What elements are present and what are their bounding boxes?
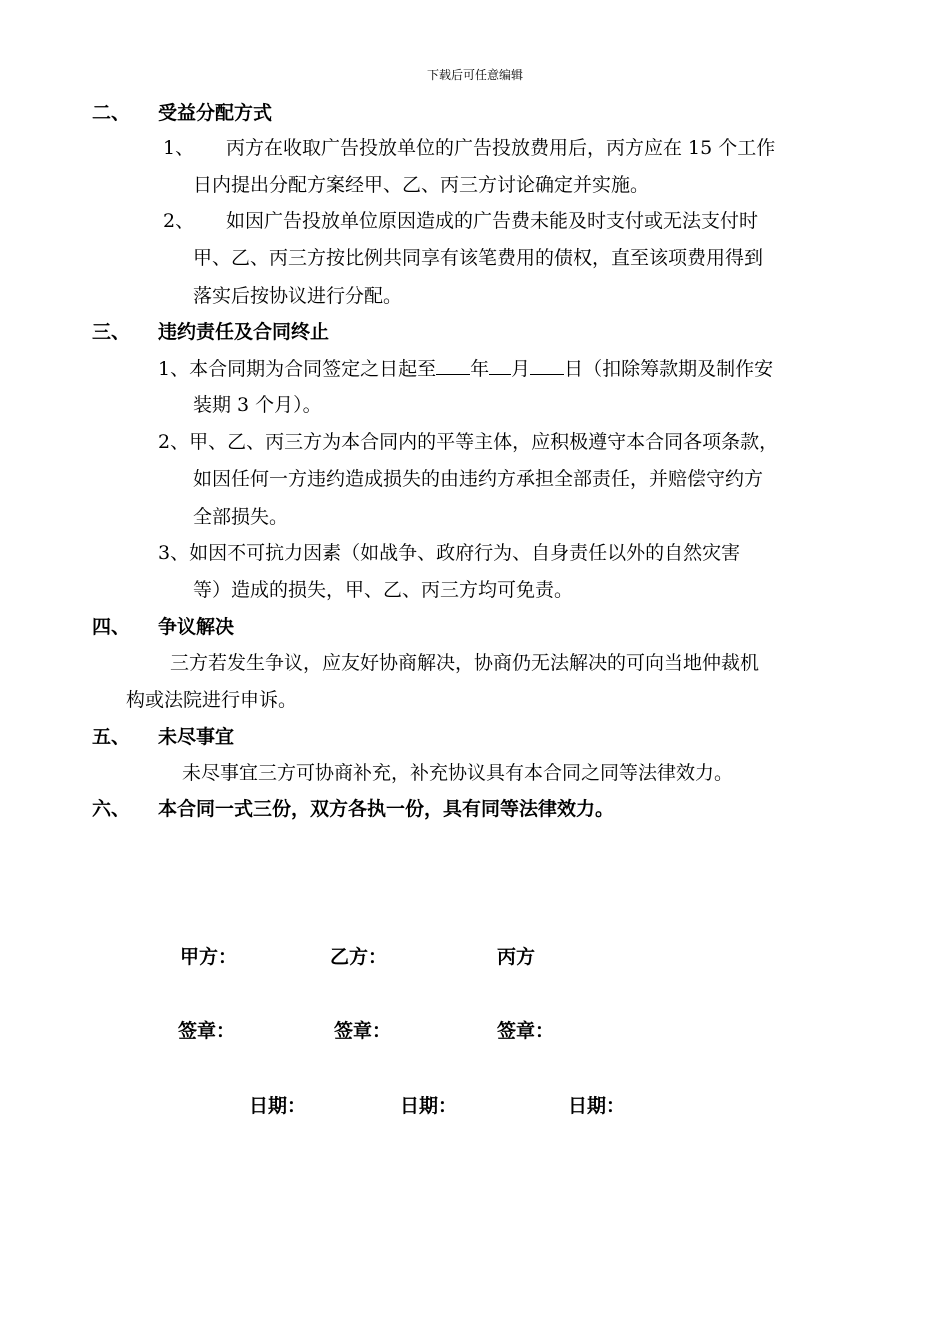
s2-item2-line2: 甲、乙、丙三方按比例共同享有该笔费用的债权，直至该项费用得到 bbox=[193, 247, 764, 269]
section-5-number: 五、 bbox=[92, 726, 131, 748]
s2-item2-line1: 如因广告投放单位原因造成的广告费未能及时支付或无法支付时 bbox=[226, 210, 759, 232]
s2-item2-number: 2、 bbox=[163, 210, 195, 232]
s3-item1-prefix: 1、本合同期为合同签定之日起至 bbox=[158, 358, 437, 380]
date-a-label: 日期： bbox=[249, 1095, 307, 1117]
s3-item1-line2: 装期 3 个月）。 bbox=[193, 394, 322, 416]
section-3-number: 三、 bbox=[92, 321, 131, 343]
year-label: 年 bbox=[470, 358, 490, 380]
section-3-title: 违约责任及合同终止 bbox=[158, 321, 330, 343]
s4-line1: 三方若发生争议，应友好协商解决，协商仍无法解决的可向当地仲裁机 bbox=[170, 652, 760, 674]
section-4-title: 争议解决 bbox=[158, 616, 235, 638]
section-4-number: 四、 bbox=[92, 616, 131, 638]
day-blank bbox=[530, 356, 564, 375]
seal-a-label: 签章： bbox=[178, 1020, 236, 1042]
s3-item2-line1: 2、甲、乙、丙三方为本合同内的平等主体，应积极遵守本合同各项条款， bbox=[158, 431, 779, 453]
date-b-label: 日期： bbox=[400, 1095, 458, 1117]
day-rest: 日（扣除筹款期及制作安 bbox=[564, 358, 774, 380]
section-6-number: 六、 bbox=[92, 798, 131, 820]
section-5-title: 未尽事宜 bbox=[158, 726, 235, 748]
seal-b-label: 签章： bbox=[334, 1020, 392, 1042]
section-2-title: 受益分配方式 bbox=[158, 102, 273, 124]
section-2-number: 二、 bbox=[92, 102, 131, 124]
month-label: 月 bbox=[511, 358, 531, 380]
seal-c-label: 签章： bbox=[497, 1020, 555, 1042]
s5-line1: 未尽事宜三方可协商补充，补充协议具有本合同之同等法律效力。 bbox=[182, 762, 734, 784]
section-6-title: 本合同一式三份，双方各执一份，具有同等法律效力。 bbox=[158, 798, 615, 820]
party-a-label: 甲方： bbox=[180, 946, 238, 968]
s3-item3-line2: 等）造成的损失，甲、乙、丙三方均可免责。 bbox=[193, 579, 574, 601]
s2-item2-line3: 落实后按协议进行分配。 bbox=[193, 285, 403, 307]
s3-item1-line1 bbox=[158, 356, 773, 380]
s2-item1-number: 1、 bbox=[163, 137, 195, 159]
date-c-label: 日期： bbox=[568, 1095, 626, 1117]
party-c-label: 丙方 bbox=[497, 946, 536, 968]
s2-item1-line1: 丙方在收取广告投放单位的广告投放费用后，丙方应在 15 个工作 bbox=[226, 137, 776, 159]
s2-item1-line2: 日内提出分配方案经甲、乙、丙三方讨论确定并实施。 bbox=[193, 174, 650, 196]
party-b-label: 乙方： bbox=[330, 946, 388, 968]
month-blank bbox=[489, 356, 511, 375]
s3-item2-line2: 如因任何一方违约造成损失的由违约方承担全部责任，并赔偿守约方 bbox=[193, 468, 764, 490]
s4-line2: 构或法院进行申诉。 bbox=[126, 689, 298, 711]
s3-item2-line3: 全部损失。 bbox=[193, 506, 289, 528]
year-blank bbox=[436, 356, 470, 375]
page-header-note: 下载后可任意编辑 bbox=[426, 68, 523, 82]
s3-item3-line1: 3、如因不可抗力因素（如战争、政府行为、自身责任以外的自然灾害 bbox=[158, 542, 741, 564]
